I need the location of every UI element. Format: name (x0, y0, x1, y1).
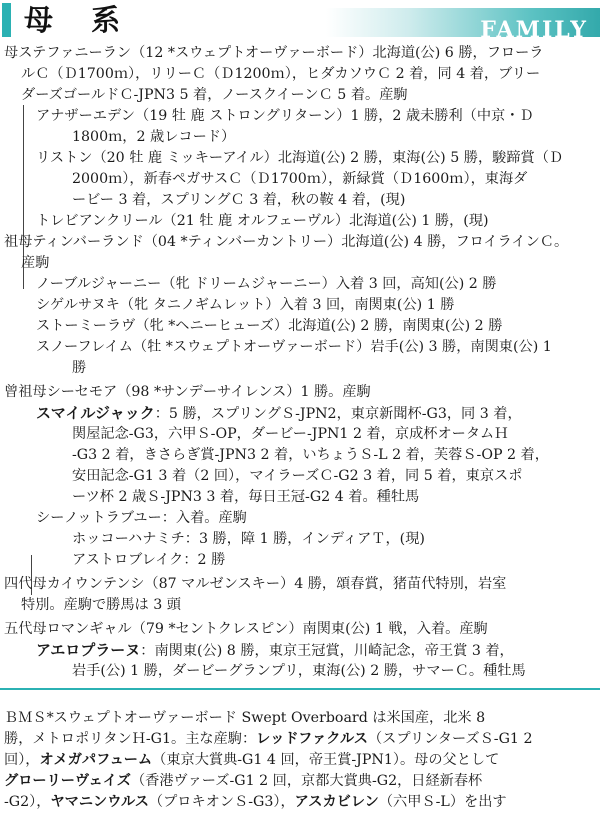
text-run: 勝，メトロポリタンＨ-G1。主な産駒： (4, 731, 257, 747)
text-run: ：南関東(公) 8 勝，東京王冠賞，川崎記念，帝王賞 3 着， (140, 643, 514, 659)
text-line: 曾祖母シーセモア（98 *サンデーサイレンス）1 勝。産駒 (4, 384, 371, 400)
section-title: 母 系 (24, 3, 135, 37)
text-run: ：5 勝，スプリングＳ-JPN2，東京新聞杯-G3，同 3 着， (154, 406, 522, 422)
text-line (4, 792, 507, 813)
text-line: ーツ杯 2 歳Ｓ-JPN3 3 着，毎日王冠-G2 4 着。種牡馬 (72, 489, 420, 505)
text-line: シーノットラブユー：入着。産駒 (36, 510, 247, 526)
text-line: ノーブルジャーニー（牝 ドリームジャーニー）入着 3 回，高知(公) 2 勝 (36, 276, 497, 292)
text-line: -G3 2 着，きさらぎ賞-JPN3 2 着，いちょうＳ-L 2 着，芙蓉Ｓ-OP 2 着， (72, 447, 549, 463)
section-header (0, 0, 600, 43)
text-run: （プロキオンＳ-G3）， (148, 794, 295, 810)
title-accent-bar (2, 3, 11, 37)
highlight-horse-name: アスカビレン (294, 794, 379, 810)
family-label: FAMILY (480, 17, 588, 43)
text-line: 四代母カイウンテンシ（87 マルゼンスキー）4 勝，頌春賞，猪苗代特別，岩室 (4, 576, 507, 592)
text-line: ホッコーハナミチ：3 勝，障 1 勝，インディアＴ，(現) (72, 531, 425, 547)
text-line: 岩手(公) 1 勝，ダービーグランプリ，東海(公) 2 勝，サマーＣ。種牡馬 (72, 663, 526, 679)
text-run: （六甲Ｓ-L）を出す (378, 794, 507, 810)
highlight-horse-name: オメガパフューム (39, 752, 153, 768)
text-line: 産駒 (21, 255, 50, 271)
text-line: ダーズゴールドＣ-JPN3 5 着，ノースクイーンＣ 5 着。産駒 (21, 87, 408, 103)
text-line: 特別。産駒で勝馬は 3 頭 (21, 597, 181, 613)
text-line: リストン（20 牡 鹿 ミッキーアイル）北海道(公) 2 勝，東海(公) 5 勝，駿蹄賞（Ｄ (36, 150, 564, 166)
text-run: （スプリンターズＳ-G1 2 (367, 731, 533, 747)
highlight-horse-name: スマイルジャック (36, 404, 155, 422)
text-line: アストロブレイク：2 勝 (72, 552, 226, 568)
text-line: ービー 3 着，スプリングＣ 3 着，秋の鞍 4 着，(現) (72, 192, 406, 208)
text-line (36, 403, 522, 425)
text-line: 母ステファニーラン（12 *スウェプトオーヴァーボード）北海道(公) 6 勝，フローラ (4, 45, 544, 61)
highlight-horse-name: ヤマニンウルス (50, 794, 149, 810)
text-line (4, 729, 533, 750)
text-line: 勝 (72, 360, 87, 376)
text-run: -G2）， (4, 794, 51, 810)
text-line: ＢＭＳ*スウェプトオーヴァーボード Swept Overboard は米国産，北米 8 (4, 710, 486, 726)
highlight-horse-name: レッドファクルス (256, 731, 368, 747)
text-line: ルＣ（Ｄ1700ｍ），リリーＣ（Ｄ1200ｍ），ヒダカソウＣ 2 着，同 4 着，ブリー (21, 66, 541, 82)
text-line: トレビアンクリール（21 牡 鹿 オルフェーヴル）北海道(公) 1 勝，(現) (36, 213, 489, 229)
text-line: スノーフレイム（牡 *スウェプトオーヴァーボード）岩手(公) 3 勝，南関東(公) 1 (36, 339, 552, 355)
text-line (4, 750, 499, 771)
text-line (4, 771, 482, 792)
family-banner (326, 8, 600, 43)
text-line: シゲルサヌキ（牝 タニノギムレット）入着 3 回，南関東(公) 1 勝 (36, 297, 455, 313)
text-line: 祖母ティンバーランド（04 *ティンバーカントリー）北海道(公) 4 勝，フロイラインＣ。 (4, 234, 569, 250)
text-line: 1800ｍ，2 歳レコード） (72, 129, 236, 145)
text-line: 関屋記念-G3，六甲Ｓ-OP，ダービー-JPN1 2 着，京成杯オータムＨ (72, 426, 509, 442)
text-line (36, 640, 514, 662)
text-run: （香港ヴァーズ-G1 2 回，京都大賞典-G2，日経新春杯 (130, 773, 483, 789)
text-line: 2000ｍ），新春ペガサスＣ（Ｄ1700ｍ），新緑賞（Ｄ1600ｍ），東海ダ (72, 171, 528, 187)
text-run: 回）， (4, 752, 40, 768)
section-divider (0, 688, 600, 690)
text-line: 安田記念-G1 3 着（2 回），マイラーズＣ-G2 3 着，同 5 着，東京スポ (72, 468, 523, 484)
text-line: ストーミーラヴ（牝 *ヘニーヒューズ）北海道(公) 2 勝，南関東(公) 2 勝 (36, 318, 503, 334)
highlight-horse-name: アエロプラーヌ (36, 641, 141, 659)
text-line: 五代母ロマンギャル（79 *セントクレスピン）南関東(公) 1 戦，入着。産駒 (4, 621, 488, 637)
highlight-horse-name: グローリーヴェイズ (4, 773, 131, 789)
text-run: （東京大賞典-G1 4 回，帝王賞-JPN1）。母の父として (152, 752, 500, 768)
text-line: アナザーエデン（19 牡 鹿 ストロングリターン）1 勝，2 歳未勝利（中京・Ｄ (36, 108, 534, 124)
